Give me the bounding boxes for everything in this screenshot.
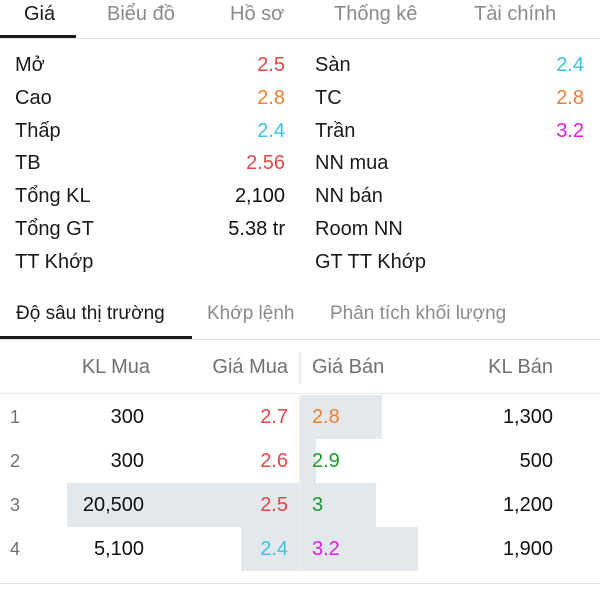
stat-left-value: 2,100 xyxy=(234,185,285,207)
stat-left-label: TT Khớp xyxy=(15,251,94,273)
stat-right-label: Sàn xyxy=(315,54,351,76)
stat-left-value: 5.38 tr xyxy=(228,218,285,240)
column-divider xyxy=(299,527,301,571)
stat-right-value xyxy=(450,246,584,279)
stat-right-value: 2.8 xyxy=(556,87,584,109)
stat-left-value: 2.5 xyxy=(257,54,285,76)
kl-mua-cell: 20,500 xyxy=(82,494,144,516)
header-kl-mua: KL Mua xyxy=(81,356,150,378)
gia-mua-cell: 2.7 xyxy=(260,406,288,428)
top-tab-bar xyxy=(0,0,600,38)
gia-mua-cell: 2.6 xyxy=(260,450,288,472)
gia-ban-cell: 2.9 xyxy=(312,450,340,472)
tab-tai-chinh[interactable]: Tài chính xyxy=(474,3,557,25)
row-index: 3 xyxy=(10,495,21,515)
divider xyxy=(0,393,600,394)
tab-khop-lenh[interactable]: Khớp lệnh xyxy=(207,303,295,324)
stat-right-label: Trần xyxy=(315,120,356,142)
kl-mua-cell: 300 xyxy=(110,450,144,472)
stat-left-value: 2.56 xyxy=(246,152,285,174)
gia-mua-cell: 2.5 xyxy=(260,494,288,516)
depth-row[interactable] xyxy=(0,439,600,483)
stat-right-value xyxy=(450,147,584,180)
stat-right-value: 2.4 xyxy=(556,54,584,76)
tab-bieu-do[interactable]: Biểu đồ xyxy=(107,3,175,25)
kl-ban-cell: 1,300 xyxy=(502,406,553,428)
depth-row[interactable] xyxy=(0,395,600,439)
column-divider xyxy=(299,483,301,527)
stat-left-label: TB xyxy=(15,152,41,174)
stat-right-label: NN mua xyxy=(315,152,389,174)
gia-ban-cell: 3.2 xyxy=(312,538,340,560)
tab-ho-so[interactable]: Hồ sơ xyxy=(230,3,285,25)
divider xyxy=(0,339,600,340)
stat-left-value xyxy=(150,246,285,279)
gia-ban-cell: 3 xyxy=(312,494,324,516)
tab-thong-ke[interactable]: Thống kê xyxy=(334,3,418,25)
stat-right-value xyxy=(450,213,584,246)
stat-right-label: TC xyxy=(315,87,342,109)
stat-left-label: Tổng GT xyxy=(15,218,94,240)
stat-left-value: 2.8 xyxy=(257,87,285,109)
tab-phan-tich-khoi-luong[interactable]: Phân tích khối lượng xyxy=(330,303,507,324)
stat-right-label: GT TT Khớp xyxy=(315,251,426,273)
stat-right-label: Room NN xyxy=(315,218,403,240)
stat-left-label: Tổng KL xyxy=(15,185,91,207)
stat-right-value xyxy=(450,180,584,213)
depth-row[interactable] xyxy=(0,483,600,527)
stat-left-value: 2.4 xyxy=(257,120,285,142)
tab-do-sau-thi-truong[interactable]: Độ sâu thị trường xyxy=(16,303,165,324)
header-kl-ban: KL Bán xyxy=(488,356,553,378)
stat-left-label: Thấp xyxy=(15,120,61,142)
header-gia-ban: Giá Bán xyxy=(312,356,385,378)
row-index: 4 xyxy=(10,539,21,559)
kl-mua-cell: 5,100 xyxy=(93,538,144,560)
column-divider xyxy=(299,352,301,384)
column-divider xyxy=(299,395,301,439)
row-index: 2 xyxy=(10,451,21,471)
stat-right-value: 3.2 xyxy=(556,120,584,142)
kl-mua-cell: 300 xyxy=(110,406,144,428)
stat-right-label: NN bán xyxy=(315,185,383,207)
kl-ban-cell: 1,200 xyxy=(502,494,553,516)
stat-left-label: Cao xyxy=(15,87,52,109)
gia-mua-cell: 2.4 xyxy=(260,538,288,560)
divider xyxy=(0,38,600,39)
column-divider xyxy=(299,439,301,483)
header-gia-mua: Giá Mua xyxy=(212,356,288,378)
gia-ban-cell: 2.8 xyxy=(312,406,340,428)
depth-tab-bar xyxy=(0,296,600,340)
tab-gia[interactable]: Giá xyxy=(24,3,56,25)
stat-left-label: Mở xyxy=(15,54,45,76)
divider xyxy=(0,583,600,584)
depth-row[interactable] xyxy=(0,527,600,571)
row-index: 1 xyxy=(10,407,21,427)
kl-ban-cell: 1,900 xyxy=(502,538,553,560)
kl-ban-cell: 500 xyxy=(519,450,553,472)
